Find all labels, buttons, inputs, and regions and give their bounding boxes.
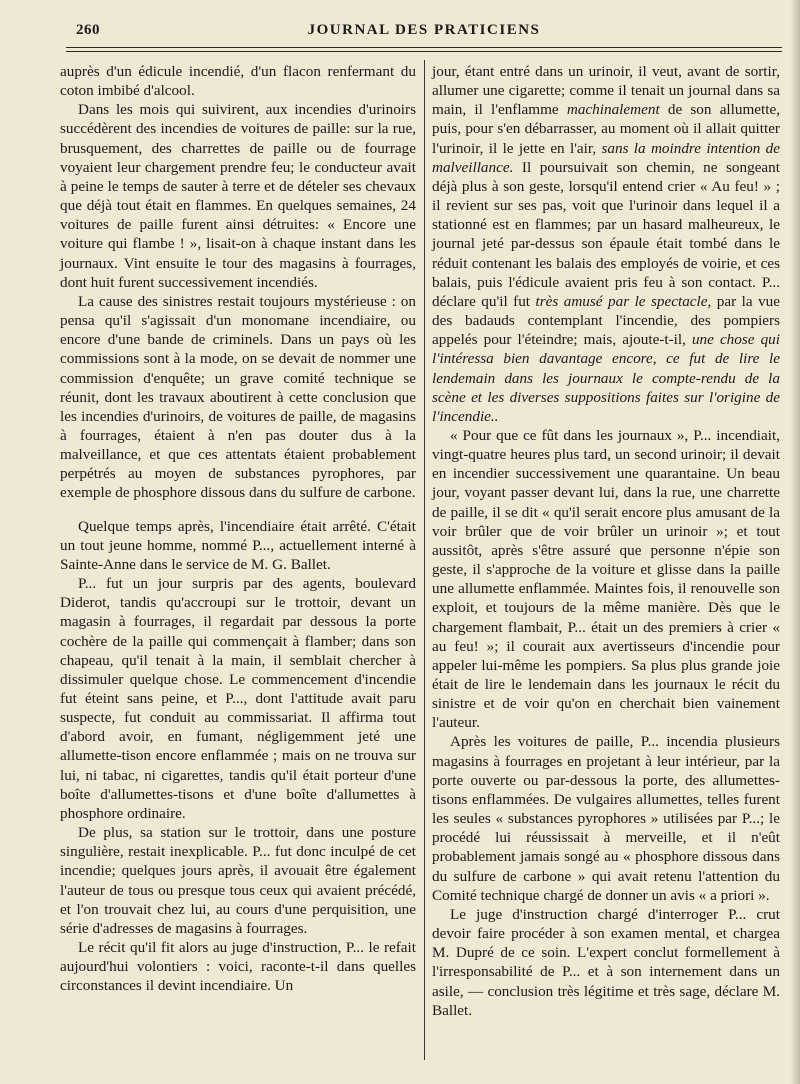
paragraph (432, 62, 780, 426)
page-edge-shadow (790, 0, 800, 1084)
paragraph: auprès d'un édicule incendié, d'un flacon renfermant du coton imbibé d'alcool. (60, 63, 416, 100)
text-run: de son allumette, puis, pour s'en débarrasser, au moment où il allait quitter l'urinoir, il le jette en l'air, (432, 101, 780, 157)
paragraph: Le récit qu'il fit alors au juge d'instruction, P... le refait aujourd'hui volontiers : voici, raconte-t-il dans quelles circonstances il devint incendiaire. Un (60, 939, 416, 995)
text-run: par la vue des badauds contemplant l'incendie, des pompiers appelés pour l'éteindre; mais, ajoute-t-il, (432, 292, 780, 349)
paragraph: Après les voitures de paille, P... incendia plusieurs magasins à fourrages en projetant à leur intérieur, par la porte ouverte ou par-dessous la porte, des allumettes-tisons enflammées. De vulgaires allumettes, telles furent les seules « substances pyrophores » utilisées par P...; le procédé lui réussissait à merveille, et il n'eût probablement jamais songé au « phosphore dissous dans du sulfure de carbone » qui avait retenu l'attention du Comité technique chargé de donner un avis « a priori ». (432, 733, 780, 904)
header-rule (66, 47, 782, 48)
header-rule-thin (66, 51, 782, 52)
page-number: 260 (76, 22, 100, 38)
text-run: Il poursuivait son chemin, ne songeant déjà plus à son geste, lorsqu'il entend crier « Au feu! » ; il revient sur ses pas, voit que l'urinoir dans lequel il a stationné est en flammes; par un hasard malheureux, le journal jeté par-dessus son épaule était tombé dans le réduit contenant les balais des employés de voirie, et ces balais, puis l'édicule avaient pris feu à son contact. P... déclare qu'il fut (432, 158, 780, 310)
running-title: JOURNAL DES PRATICIENS (307, 22, 541, 38)
italic-run: une chose qui l'intéressa bien davantage encore, ce fut de lire le lendemain dans les journaux le compte-rendu de la scène et les diverses suppositions faites sur l'origine de l'incendie.. (432, 331, 780, 425)
page-header (66, 22, 782, 46)
paragraph: Dans les mois qui suivirent, aux incendies d'urinoirs succédèrent des incendies de voitures de paille: sur la rue, brusquement, des charrettes de paille ou de fourrage voyaient leur chargement prendre feu; le conducteur avait à peine le temps de sauter à terre et de dételer ses chevaux que déjà tout était en flammes. En quelques semaines, 24 voitures de paille furent ainsi détruites: « Encore une voiture qui flambe ! », lisait-on à chaque instant dans les journaux. Vint ensuite le tour des magasins à fourrages, dont huit furent successivement incendiés. (60, 101, 416, 291)
right-column (432, 62, 780, 1020)
italic-run: sans la moindre intention de malveillance. (432, 139, 780, 176)
paragraph: De plus, sa station sur le trottoir, dans une posture singulière, restait inexplicable. P... fut donc inculpé de cet incendie; quelques jours après, il avouait être également l'auteur de tous ou presque tous ceux qui avaient précédé, et l'on trouvait chez lui, au cours d'une perquisition, une série d'adresses de magasins à fourrages. (60, 824, 416, 937)
left-column (60, 62, 416, 996)
paragraph: Le juge d'instruction chargé d'interroger P... crut devoir faire procéder à son examen mental, et chargea M. Dupré de ce soin. L'expert conclut formellement à l'irresponsabilité de P... et à son internement dans un asile, — conclusion très légitime et très sage, déclare M. Ballet. (432, 905, 780, 1019)
paragraph: Quelque temps après, l'incendiaire était arrêté. C'était un tout jeune homme, nommé P..., actuellement interné à Sainte-Anne dans le service de M. G. Ballet. (60, 517, 416, 573)
text-run: jour, étant entré dans un urinoir, il veut, avant de sortir, allumer une cigarette; comme il tenait un journal dans sa main, il l'enflamme (432, 63, 780, 119)
paragraph: « Pour que ce fût dans les journaux », P... incendiait, vingt-quatre heures plus tard, un second urinoir; il devait en incendier successivement une quarantaine. Un beau jour, voyant passer devant lui, dans la rue, une charrette de paille, il se dit « qu'il serait encore plus amusant de la voir brûler que de voir brûler un urinoir »; et tout aussitôt, après s'être assuré que personne n'épie son geste, il s'approche de la voiture et glisse dans la paille une allumette enflammée. Maintes fois, il renouvelle son exploit, et toujours de la même manière. Dès que le chargement flambait, P... était un des premiers à crier « au feu! »; il courait aux avertisseurs d'incendie pour appeler lui-même les pompiers. Sa plus plus grande joie était de lire le lendemain dans les journaux le récit du sinistre et de voir qu'on en cherchait bien vainement l'auteur. (432, 426, 780, 732)
italic-run: machinalement (566, 101, 660, 119)
column-divider (424, 60, 425, 1060)
italic-run: très amusé par le spectacle, (535, 292, 712, 310)
paragraph: La cause des sinistres restait toujours mystérieuse : on pensa qu'il s'agissait d'un monomane incendiaire, ou encore d'une bande de criminels. Dans un pays où les commissions sont à la mode, on se devait de nommer une commission d'enquête; un grave comité technique se réunit, dont les travaux aboutirent à cette conclusion que les incendies d'urinoirs, de voitures de paille, de magasins à fourrages, étaient à n'en pas douter dus à la malveillance, et que ces attentats étaient probablement perpétrés au moyen de substances pyrophores, par exemple de phosphore dissous dans du sulfure de carbone. (60, 292, 416, 502)
paragraph: P... fut un jour surpris par des agents, boulevard Diderot, tandis qu'accroupi sur le trottoir, devant un magasin à fourrages, il regardait par dessous la porte cochère de la paille qui commençait à flamber; dans son chapeau, qu'il tenait à la main, il semblait chercher à dissimuler quelque chose. Le commencement d'incendie fut éteint sans peine, et P..., dont l'attitude avait paru suspecte, fut conduit au commissariat. Il affirma tout d'abord avoir, en fumant, négligemment jeté une allumette-tison encore enflammée ; mais on ne trouva sur lui, ni tabac, ni cigarettes, tandis qu'il était porteur d'une boîte d'allumettes-tisons et d'une boîte d'allumettes à phosphore ordinaire. (60, 575, 416, 822)
